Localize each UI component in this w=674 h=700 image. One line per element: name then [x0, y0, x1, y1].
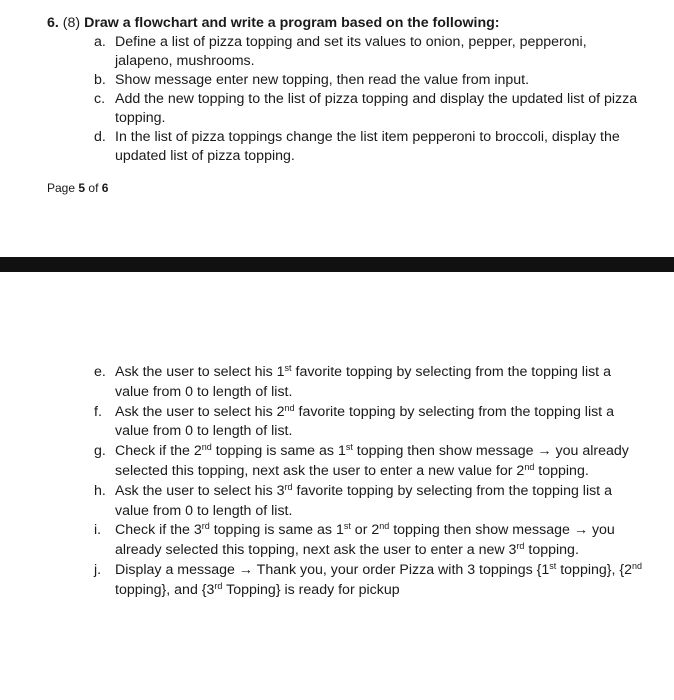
item-letter: j. [94, 561, 102, 578]
item-text: or 2 [350, 522, 380, 539]
continued-question-block [47, 363, 647, 601]
item-text: topping then show message → you already selected this topping, next ask the user to enter a new 3 [115, 522, 615, 559]
list-item [47, 521, 647, 561]
item-text: Ask the user to select his 2 [115, 403, 285, 420]
item-letter: e. [94, 364, 106, 380]
list-item [47, 561, 647, 601]
continued-items [47, 363, 647, 601]
ordinal-suffix: nd [524, 461, 535, 472]
ordinal-suffix: st [345, 442, 353, 453]
item-letter: h. [94, 482, 106, 499]
question-number: 6. [47, 15, 59, 31]
ordinal-suffix: rd [284, 481, 293, 492]
ordinal-suffix: rd [201, 521, 210, 532]
item-text: Define a list of pizza topping and set its values to onion, pepper, pepperoni, jalapeno, mushrooms. [115, 34, 587, 69]
item-letter: g. [94, 443, 106, 460]
ordinal-suffix: nd [284, 402, 295, 413]
item-text: favorite topping by selecting from the topping list a value from 0 to length of list. [115, 364, 611, 400]
item-text: favorite topping by selecting from the topping list a value from 0 to length of list. [115, 482, 612, 519]
item-text: topping then show message → you already selected this topping, next ask the user to enter a new value for 2 [115, 443, 629, 479]
page-label: Page [47, 181, 76, 195]
item-text: In the list of pizza toppings change the list item pepperoni to broccoli, display the updated list of pizza topping. [115, 129, 620, 164]
item-text: Show message enter new topping, then read the value from input. [115, 72, 530, 88]
question-title: Draw a flowchart and write a program based on the following: [84, 15, 500, 31]
item-text: topping}, and {3 [115, 581, 215, 598]
list-item [47, 482, 647, 522]
list-item [47, 363, 647, 403]
item-text: favorite topping by selecting from the topping list a value from 0 to length of list. [115, 403, 614, 440]
list-item [47, 442, 647, 482]
item-text: topping is same as 1 [211, 443, 346, 460]
page-footer [47, 181, 108, 195]
list-item [47, 33, 647, 71]
question-items [47, 33, 647, 166]
list-item [47, 90, 647, 128]
ordinal-suffix: st [284, 363, 292, 373]
item-text: Topping} is ready for pickup [222, 581, 400, 598]
item-text: Display a message → Thank you, your order Pizza with 3 toppings {1 [115, 561, 550, 578]
ordinal-suffix: rd [516, 541, 525, 552]
list-item [47, 128, 647, 166]
page-divider [0, 257, 674, 272]
item-text: topping. [534, 462, 589, 479]
ordinal-suffix: nd [632, 560, 643, 571]
ordinal-suffix: st [343, 521, 351, 532]
item-text: Add the new topping to the list of pizza topping and display the updated list of pizza topping. [115, 91, 638, 126]
item-text: topping. [524, 542, 579, 559]
item-letter: d. [94, 129, 106, 145]
question-points: (8) [62, 15, 81, 31]
item-letter: b. [94, 72, 106, 88]
item-text: topping is same as 1 [209, 522, 344, 539]
ordinal-suffix: nd [201, 442, 212, 453]
item-text: Check if the 3 [115, 522, 202, 539]
item-letter: a. [94, 34, 106, 50]
item-letter: c. [94, 91, 106, 107]
ordinal-suffix: st [549, 560, 557, 571]
ordinal-suffix: rd [214, 580, 223, 591]
item-letter: i. [94, 522, 102, 539]
page-number: 5 [78, 181, 86, 195]
page-of: of [88, 181, 99, 195]
page-total: 6 [101, 181, 109, 195]
item-text: Ask the user to select his 3 [115, 482, 285, 499]
list-item [47, 403, 647, 443]
item-text: Ask the user to select his 1 [115, 364, 285, 380]
question-block [47, 14, 647, 166]
question-header [47, 14, 647, 33]
item-text: topping}, {2 [556, 561, 633, 578]
item-text: Check if the 2 [115, 443, 202, 460]
item-letter: f. [94, 403, 102, 420]
ordinal-suffix: nd [379, 521, 390, 532]
list-item [47, 71, 647, 90]
